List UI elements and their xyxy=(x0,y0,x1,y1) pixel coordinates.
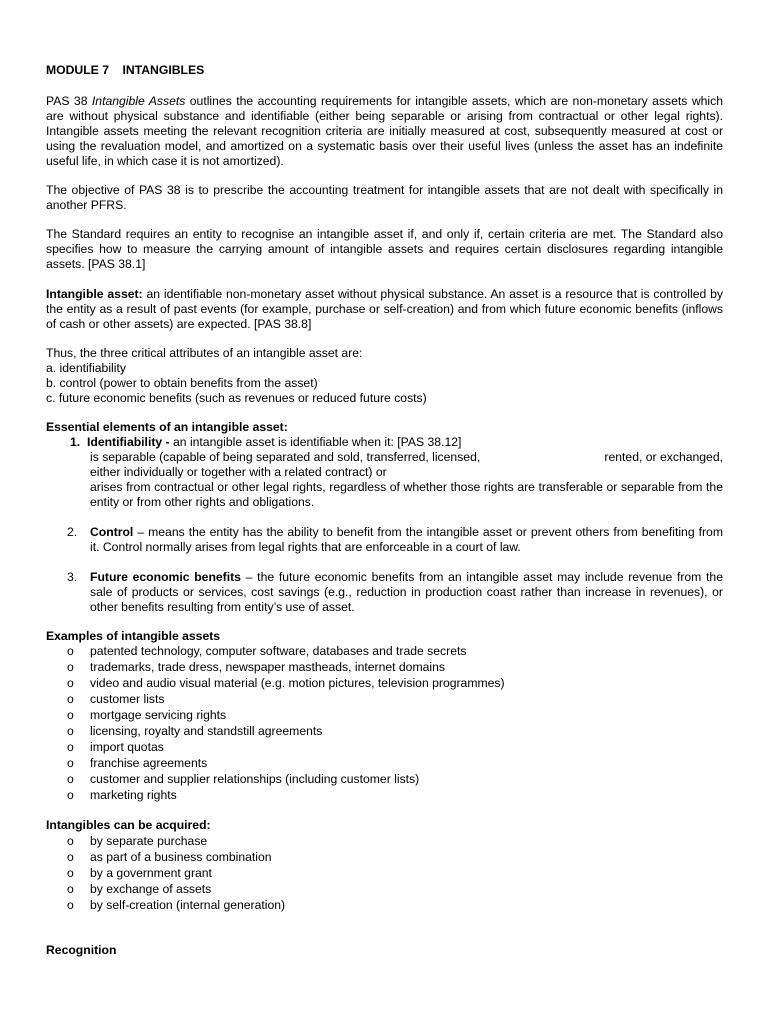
intro-paragraph xyxy=(46,94,723,169)
attribute-item: c. future economic benefits (such as revenues or reduced future costs) xyxy=(46,391,427,405)
definition-paragraph xyxy=(46,287,723,332)
item-text: – the future economic benefits from an intangible asset may include revenue from the sale of products or services, cost savings (e.g., reduction in production coast rather than increase in revenues), or other benefits resulting from entity’s use of asset. xyxy=(90,570,723,614)
item-text: an intangible asset is identifiable when it: [PAS 38.12] xyxy=(169,435,462,449)
attributes-section xyxy=(46,346,723,406)
attributes-intro: Thus, the three critical attributes of an intangible asset are: xyxy=(46,346,363,360)
definition-text: an identifiable non-monetary asset without physical substance. An asset is a resource that is controlled by the entity as a result of past events (for example, purchase or self-creation) and from which future economic benefits (inflows of cash or other assets) are expected. [PAS 38.8] xyxy=(46,287,723,331)
objective-paragraph: The objective of PAS 38 is to prescribe the accounting treatment for intangible assets that are not dealt with specifically in another PFRS. xyxy=(46,183,723,212)
item-text: – means the entity has the ability to benefit from the intangible asset or prevent others from benefiting from it. Control normally arises from legal rights that are enforceable in a court of law. xyxy=(90,525,723,554)
page-title: MODULE 7 INTANGIBLES xyxy=(46,63,205,77)
acquired-heading: Intangibles can be acquired: xyxy=(46,818,211,832)
recognition-heading: Recognition xyxy=(46,943,117,957)
element-item-identifiability xyxy=(46,435,723,510)
definition-term: Intangible asset: xyxy=(46,287,143,301)
item-subline: arises from contractual or other legal rights, regardless of whether those rights are transferable or separable from the entity or from other rights and obligations. xyxy=(90,480,723,509)
element-item-control xyxy=(46,525,723,555)
item-subline: either individually or together with a related contract) or xyxy=(90,465,387,479)
item-term: Identifiability - xyxy=(87,435,170,449)
intro-italic: Intangible Assets xyxy=(91,94,186,108)
item-subline-right: rented, or exchanged, xyxy=(604,450,723,464)
attribute-item: a. identifiability xyxy=(46,361,126,375)
element-item-future-benefits xyxy=(46,570,723,615)
elements-heading: Essential elements of an intangible asset: xyxy=(46,420,288,434)
item-number: 3. xyxy=(67,570,78,584)
item-term: Future economic benefits xyxy=(90,570,241,584)
examples-heading: Examples of intangible assets xyxy=(46,629,221,643)
standard-paragraph: The Standard requires an entity to recognise an intangible asset if, and only if, certain criteria are met. The Standard also specifies how to measure the carrying amount of intangible assets and requires certain disclosures regarding intangible assets. [PAS 38.1] xyxy=(46,227,723,271)
item-subline: is separable (capable of being separated and sold, transferred, licensed, xyxy=(90,450,481,464)
item-term: Control xyxy=(90,525,134,539)
attribute-item: b. control (power to obtain benefits from the asset) xyxy=(46,376,318,390)
intro-rest: outlines the accounting requirements for intangible assets, which are non-monetary assets which are without physical substance and identifiable (either being separable or arising from contractual or other legal rights). Intangible assets meeting the relevant recognition criteria are initially measured at cost, subsequently measured at cost or using the revaluation model, and amortized on a systematic basis over their useful lives (unless the asset has an indefinite useful life, in which case it is not amortized). xyxy=(46,94,723,168)
item-number: 2. xyxy=(67,525,78,539)
intro-lead: PAS 38 xyxy=(46,94,92,108)
item-number: 1. xyxy=(70,435,81,449)
